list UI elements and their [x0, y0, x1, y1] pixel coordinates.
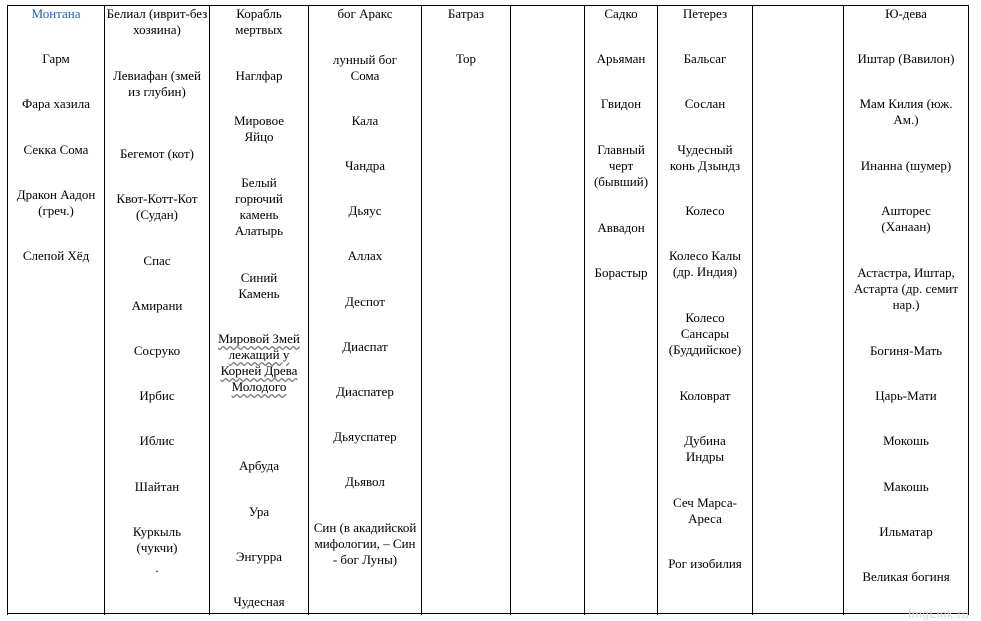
table-cell: Дьяус [348, 203, 382, 218]
table-cell: Богиня-Мать [869, 343, 943, 358]
table-cell: Сослан [684, 96, 726, 111]
table-cell: Сосруко [133, 343, 181, 358]
table-cell: Слепой Хёд [22, 248, 90, 263]
watermark: ImgLink.ru [907, 607, 969, 621]
table-cell: Дракон Аадон (греч.) [16, 187, 96, 218]
table-cell: Чандра [344, 158, 386, 173]
table-cell: Мировое Яйцо [234, 113, 284, 144]
column-header: Корабль мертвых [235, 6, 283, 37]
table-cell: Великая богиня [862, 569, 950, 584]
column-header: Ю-дева [885, 6, 927, 21]
table-cell: Фара хазила [21, 96, 90, 111]
table-cell: Арбуда [238, 458, 280, 473]
table-cell: Арьяман [596, 51, 646, 66]
column-header: Садко [604, 6, 638, 21]
table-cell: Бальсаг [683, 51, 727, 66]
table-cell: Амирани [131, 298, 183, 313]
column-divider [308, 5, 309, 615]
column-header: Монтана [31, 6, 81, 21]
column-divider [510, 5, 511, 615]
table-cell: Тор [456, 51, 476, 66]
table-cell: Аввадон [597, 220, 645, 235]
table-cell: Иштар (Вавилон) [857, 51, 955, 66]
column-header: Петерез [682, 6, 728, 21]
table-cell: Дубина Индры [684, 433, 726, 464]
table-cell: Секка Сома [23, 142, 89, 157]
table-cell: Кала [351, 113, 379, 128]
table-cell: Коловрат [679, 388, 731, 403]
table-cell: Инанна (шумер) [860, 158, 952, 173]
table-bottom-border [7, 613, 969, 614]
table-cell: Диаспат [342, 339, 388, 354]
column-header: Белиал (иврит-без хозяина) [106, 6, 208, 37]
table-cell: Гарм [42, 51, 70, 66]
table-cell: Куркыль (чукчи) [132, 524, 182, 555]
table-cell: Аллах [347, 248, 383, 263]
table-cell: Мировой Змей лежащий у Корней Древа Молодого [218, 331, 300, 394]
table-cell: Дьявол [345, 474, 385, 489]
table-cell: Астастра, Иштар, Астарта (др. семит нар.) [853, 265, 959, 312]
table-cell: Иблис [139, 433, 175, 448]
table-cell: Наглфар [235, 68, 283, 83]
table-cell: Спас [143, 253, 171, 268]
table-cell: Борастыр [594, 265, 648, 280]
table-cell: Бегемот (кот) [120, 146, 194, 161]
table-cell: Синий Камень [238, 270, 280, 301]
table-cell: Макошь [883, 479, 929, 494]
table-cell: Квот-Котт-Кот (Судан) [116, 191, 198, 222]
table-cell: Белый горючий камень Алатырь [234, 175, 284, 238]
table-cell: Рог изобилия [668, 556, 742, 571]
table-cell: Ура [248, 504, 270, 519]
table-cell: Ашторес (Ханаан) [881, 203, 931, 234]
table-cell: Ильматар [879, 524, 933, 539]
table-cell: Царь-Мати [875, 388, 937, 403]
column-divider [209, 5, 210, 615]
table-cell: Чудесный конь Дзындз [669, 142, 741, 173]
column-divider [421, 5, 422, 615]
table-cell: Главный черт (бывший) [593, 142, 649, 189]
table-cell: . [155, 560, 159, 575]
table-cell: Энгурра [235, 549, 283, 564]
table-cell: Деспот [345, 294, 385, 309]
table-cell: Колесо [685, 203, 725, 218]
column-divider [752, 5, 753, 615]
column-divider [968, 5, 969, 615]
table-cell: Мокошь [883, 433, 929, 448]
column-header: бог Аракс [337, 6, 393, 21]
table-cell: Мам Килия (юж. Ам.) [859, 96, 953, 127]
table-cell: Чудесная [233, 594, 285, 609]
table-cell: Гвидон [600, 96, 642, 111]
column-header: Батраз [447, 6, 485, 21]
table-cell: Син (в акадийской мифологии, – Син - бог Луны) [313, 520, 417, 567]
column-divider [104, 5, 105, 615]
table-cell: лунный бог Сома [332, 52, 398, 83]
table-cell: Сеч Марса-Ареса [673, 495, 737, 526]
table-cell: Шайтан [134, 479, 180, 494]
table-cell: Дьяуспатер [333, 429, 397, 444]
table-cell: Колесо Калы (др. Индия) [668, 248, 742, 279]
table-cell: Левиафан (змей из глубин) [113, 68, 201, 99]
table-cell: Ирбис [139, 388, 175, 403]
table-cell: Колесо Сансары (Буддийское) [668, 310, 742, 357]
table-cell: Диаспатер [336, 384, 394, 399]
